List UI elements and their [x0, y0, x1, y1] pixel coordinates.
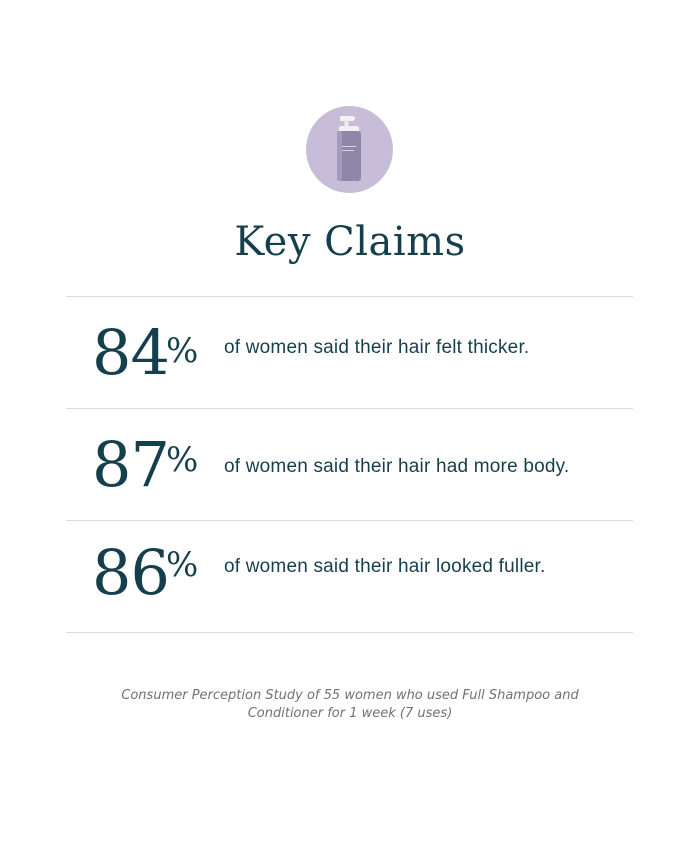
page-title: Key Claims: [234, 219, 466, 265]
claim-percent-value: 86: [92, 536, 169, 609]
claim-text: of women said their hair felt thicker.: [224, 337, 530, 358]
product-badge: [306, 106, 393, 193]
claim-text: of women said their hair had more body.: [224, 456, 570, 477]
claim-percent-value: 84: [92, 316, 169, 389]
divider: [66, 632, 633, 633]
divider: [66, 296, 633, 297]
shampoo-bottle-icon: [306, 106, 393, 193]
footnote-line-2: Conditioner for 1 week (7 uses): [247, 706, 453, 721]
claim-percent-sign: %: [166, 331, 199, 371]
divider: [66, 520, 633, 521]
divider: [66, 408, 633, 409]
claim-text: of women said their hair looked fuller.: [224, 556, 546, 577]
claim-percent-sign: %: [166, 440, 199, 480]
claim-percent-sign: %: [166, 545, 199, 585]
footnote-line-1: Consumer Perception Study of 55 women who used Full Shampoo and: [121, 688, 579, 703]
claim-percent-value: 87: [92, 428, 169, 501]
study-footnote: [0, 687, 700, 723]
